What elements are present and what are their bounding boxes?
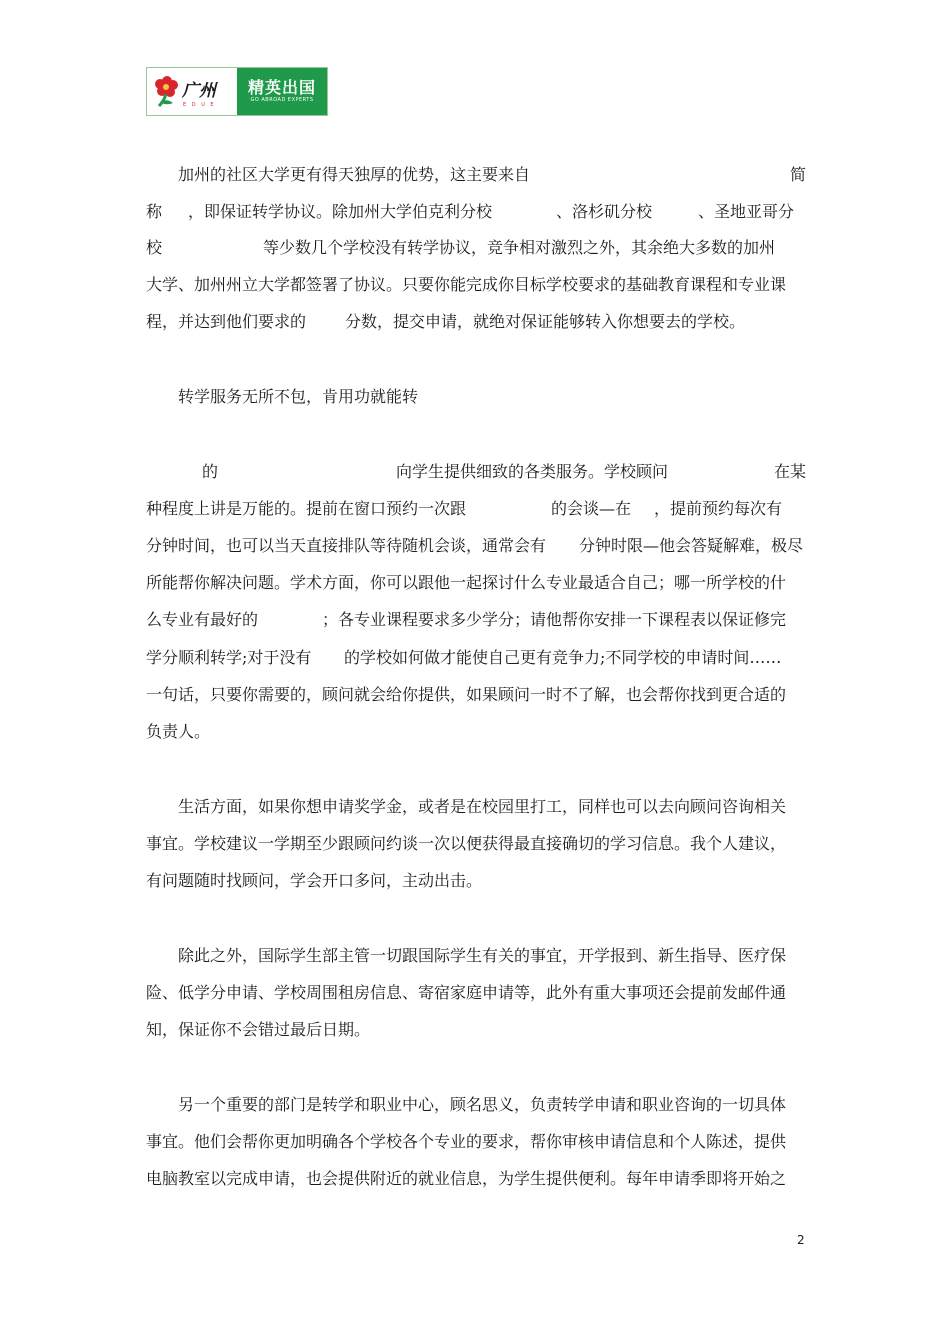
paragraph-line [146, 199, 806, 225]
text-segment: 生活方面，如果你想申请奖学金，或者是在校园里打工，同样也可以去向顾问咨询相关 [178, 797, 787, 816]
text-segment: ，即保证转学协议。除加州大学伯克利分校 [188, 202, 493, 221]
paragraph-line [146, 831, 806, 857]
text-segment: 分钟时限—他会答疑解难，极尽 [579, 536, 804, 555]
text-segment: ，提前预约每次有 [654, 499, 783, 518]
paragraph-line [146, 980, 806, 1006]
logo-emblem [147, 68, 237, 115]
paragraph-line [146, 1129, 806, 1155]
text-segment: 险、低学分申请、学校周围租房信息、寄宿家庭申请等，此外有重大事项还会提前发邮件通 [146, 983, 787, 1002]
text-segment: 在某 [774, 462, 807, 481]
paragraph-line [146, 794, 806, 820]
text-segment: 学分顺利转学;对于没有 [146, 648, 312, 667]
text-segment: 有问题随时找顾问，学会开口多问，主动出击。 [146, 871, 483, 890]
paragraph-line [146, 719, 806, 745]
paragraph-line [146, 272, 806, 298]
paragraph-line [146, 162, 806, 188]
text-segment: 等少数几个学校没有转学协议，竞争相对激烈之外，其余绝大多数的加州 [263, 238, 776, 257]
logo-subtitle: GO ABROAD EXPERTS [250, 97, 314, 103]
text-segment: 电脑教室以完成申请，也会提供附近的就业信息，为学生提供便利。每年申请季即将开始之 [146, 1169, 787, 1188]
brand-logo [146, 67, 328, 116]
text-segment: 、圣地亚哥分 [698, 202, 795, 221]
text-segment: 向学生提供细致的各类服务。学校顾问 [396, 462, 669, 481]
paragraph-line [146, 1166, 806, 1192]
text-segment: 分数，提交申请，就绝对保证能够转入你想要去的学校。 [345, 312, 746, 331]
text-segment: 的会谈—在 [551, 499, 632, 518]
paragraph-line [146, 496, 806, 522]
text-segment: 除此之外，国际学生部主管一切跟国际学生有关的事宜，开学报到、新生指导、医疗保 [178, 946, 787, 965]
paragraph-line [146, 309, 806, 335]
text-segment: 事宜。他们会帮你更加明确各个学校各个专业的要求，帮你审核申请信息和个人陈述，提供 [146, 1132, 787, 1151]
logo-badge [237, 68, 327, 115]
text-segment: 负责人。 [146, 722, 211, 741]
paragraph-line [146, 1092, 806, 1118]
paragraph-line [146, 943, 806, 969]
heading-text: 转学服务无所不包，肯用功就能转 [178, 387, 419, 406]
text-segment: 校 [146, 238, 163, 257]
text-segment: 事宜。学校建议一学期至少跟顾问约谈一次以便获得最直接确切的学习信息。我个人建议， [146, 834, 787, 853]
text-segment: 种程度上讲是万能的。提前在窗口预约一次跟 [146, 499, 467, 518]
paragraph-line [146, 570, 806, 596]
text-segment: 的学校如何做才能使自己更有竞争力;不同学校的申请时间…… [344, 648, 782, 667]
text-segment: 知，保证你不会错过最后日期。 [146, 1020, 371, 1039]
text-segment: 称 [146, 202, 163, 221]
text-segment: 的 [202, 462, 219, 481]
paragraph-line [146, 1017, 806, 1043]
text-segment: 简 [790, 165, 807, 184]
paragraph-line [146, 645, 806, 671]
section-heading [146, 384, 806, 410]
paragraph-line [146, 868, 806, 894]
paragraph-line [146, 235, 806, 261]
text-segment: 程，并达到他们要求的 [146, 312, 307, 331]
text-segment: 另一个重要的部门是转学和职业中心，顾名思义，负责转学申请和职业咨询的一切具体 [178, 1095, 787, 1114]
page-number: 2 [797, 1233, 805, 1247]
text-segment: 分钟时间，也可以当天直接排队等待随机会谈，通常会有 [146, 536, 547, 555]
paragraph-line [146, 459, 806, 485]
text-segment: 、洛杉矶分校 [556, 202, 653, 221]
paragraph-line [146, 682, 806, 708]
paragraph-line [146, 533, 806, 559]
logo-brand-name: 广州 [182, 81, 216, 101]
logo-brand-en: E D U E [183, 102, 216, 108]
text-segment: 么专业有最好的 [146, 610, 259, 629]
text-segment: ；各专业课程要求多少学分；请他帮你安排一下课程表以保证修完 [322, 610, 787, 629]
text-segment: 所能帮你解决问题。学术方面，你可以跟他一起探讨什么专业最适合自己；哪一所学校的什 [146, 573, 787, 592]
text-segment: 加州的社区大学更有得天独厚的优势，这主要来自 [178, 165, 531, 184]
logo-title: 精英出国 [247, 78, 316, 97]
text-segment: 一句话，只要你需要的，顾问就会给你提供，如果顾问一时不了解，也会帮你找到更合适的 [146, 685, 787, 704]
paragraph-line [146, 607, 806, 633]
text-segment: 大学、加州州立大学都签署了协议。只要你能完成你目标学校要求的基础教育课程和专业课 [146, 275, 787, 294]
